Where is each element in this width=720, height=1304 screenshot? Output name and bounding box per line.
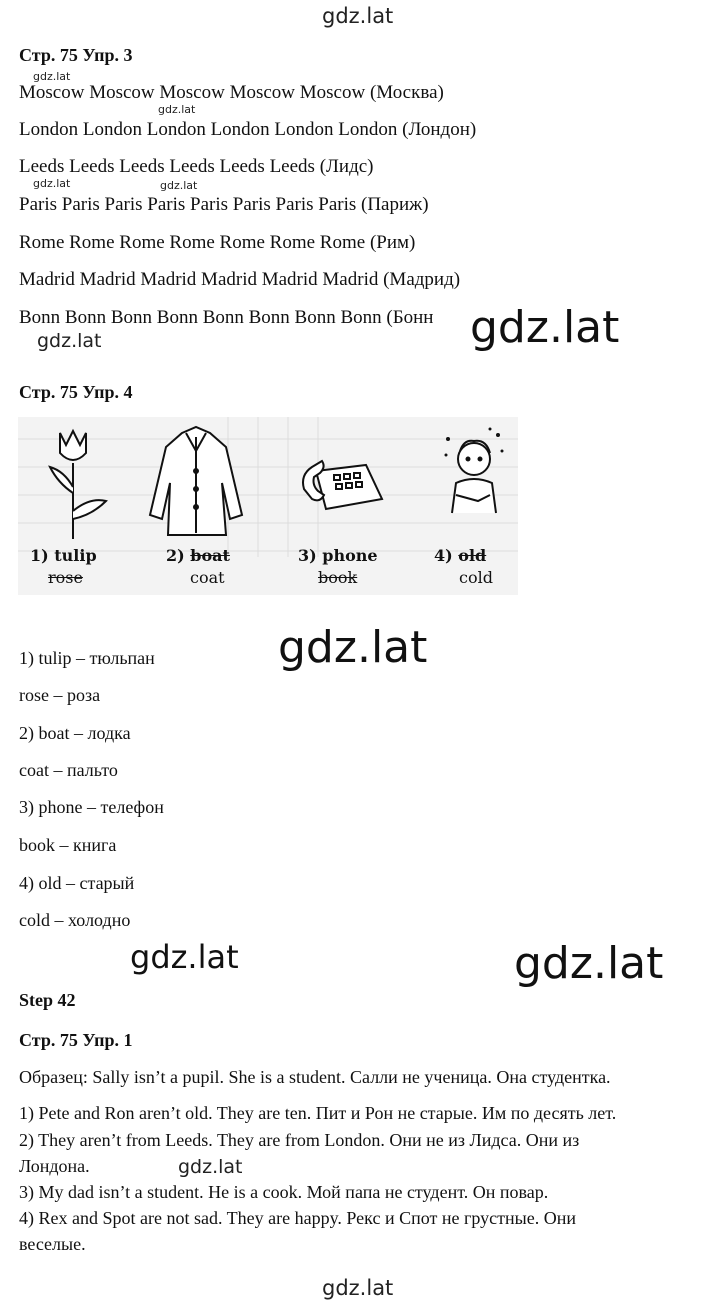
watermark: gdz.lat — [37, 330, 102, 352]
ex4-answer: cold – холодно — [19, 910, 131, 930]
ex3-line: Paris Paris Paris Paris Paris Paris Paris Paris (Париж) — [19, 194, 429, 215]
ex4-answer: coat – пальто — [19, 760, 118, 780]
watermark: gdz.lat — [514, 938, 664, 989]
caption-2 — [166, 546, 230, 565]
coat-icon — [146, 423, 246, 541]
caption-number: 1) — [30, 546, 49, 565]
watermark: gdz.lat — [322, 1276, 394, 1300]
ex1-heading: Стр. 75 Упр. 1 — [19, 1030, 133, 1050]
ex1-item: 2) They aren’t from Leeds. They are from London. Они не из Лидса. Они из — [19, 1130, 580, 1150]
ex3-line: Bonn Bonn Bonn Bonn Bonn Bonn Bonn Bonn (Бонн — [19, 307, 434, 328]
ex4-answer: book – книга — [19, 835, 117, 855]
caption-number: 4) — [434, 546, 453, 565]
ex1-sample: Образец: Sally isn’t a pupil. She is a student. Салли не ученица. Она студентка. — [19, 1067, 611, 1087]
caption-number: 2) — [166, 546, 185, 565]
ex4-answer: 1) tulip – тюльпан — [19, 648, 155, 668]
watermark: gdz.lat — [322, 4, 394, 28]
tulip-icon — [40, 423, 110, 543]
step-heading: Step 42 — [19, 990, 76, 1010]
ex3-line: Madrid Madrid Madrid Madrid Madrid Madrid (Мадрид) — [19, 269, 461, 290]
caption-1-below: rose — [48, 568, 83, 587]
ex3-line: London London London London London London (Лондон) — [19, 119, 477, 140]
caption-4-below: cold — [459, 568, 493, 587]
ex1-item: 1) Pete and Ron aren’t old. They are ten. Пит и Рон не старые. Им по десять лет. — [19, 1103, 617, 1123]
ex4-answer: 4) old – старый — [19, 873, 135, 893]
ex3-line: Leeds Leeds Leeds Leeds Leeds Leeds (Лидс) — [19, 156, 374, 177]
ex4-answer: 2) boat – лодка — [19, 723, 131, 743]
ex3-line: Moscow Moscow Moscow Moscow Moscow (Москва) — [19, 82, 444, 103]
watermark: gdz.lat — [160, 179, 198, 192]
watermark: gdz.lat — [158, 103, 196, 116]
ex1-item: веселые. — [19, 1234, 86, 1254]
caption-word: boat — [190, 546, 230, 565]
watermark: gdz.lat — [470, 302, 620, 353]
watermark: gdz.lat — [33, 70, 71, 83]
caption-3-below: book — [318, 568, 358, 587]
caption-4 — [434, 546, 486, 565]
ex3-line: Rome Rome Rome Rome Rome Rome Rome (Рим) — [19, 232, 416, 253]
sick-boy-icon — [438, 425, 510, 515]
ex4-answer: 3) phone – телефон — [19, 797, 164, 817]
ex3-heading: Стр. 75 Упр. 3 — [19, 45, 133, 65]
caption-1 — [30, 546, 97, 565]
ex4-answer: rose – роза — [19, 685, 101, 705]
exercise-picture — [18, 417, 518, 595]
caption-2-below: coat — [190, 568, 225, 587]
ex1-item: Лондона. — [19, 1156, 90, 1176]
caption-3 — [298, 546, 378, 565]
caption-word: phone — [322, 546, 378, 565]
caption-word: tulip — [54, 546, 97, 565]
watermark: gdz.lat — [278, 622, 428, 673]
ex1-item: 4) Rex and Spot are not sad. They are happy. Рекс и Спот не грустные. Они — [19, 1208, 576, 1228]
ex1-item: 3) My dad isn’t a student. He is a cook. Мой папа не студент. Он повар. — [19, 1182, 549, 1202]
caption-word: old — [458, 546, 487, 565]
caption-number: 3) — [298, 546, 317, 565]
watermark: gdz.lat — [178, 1156, 243, 1178]
watermark: gdz.lat — [130, 938, 239, 976]
ex4-heading: Стр. 75 Упр. 4 — [19, 382, 133, 402]
phone-icon — [296, 447, 386, 517]
watermark: gdz.lat — [33, 177, 71, 190]
